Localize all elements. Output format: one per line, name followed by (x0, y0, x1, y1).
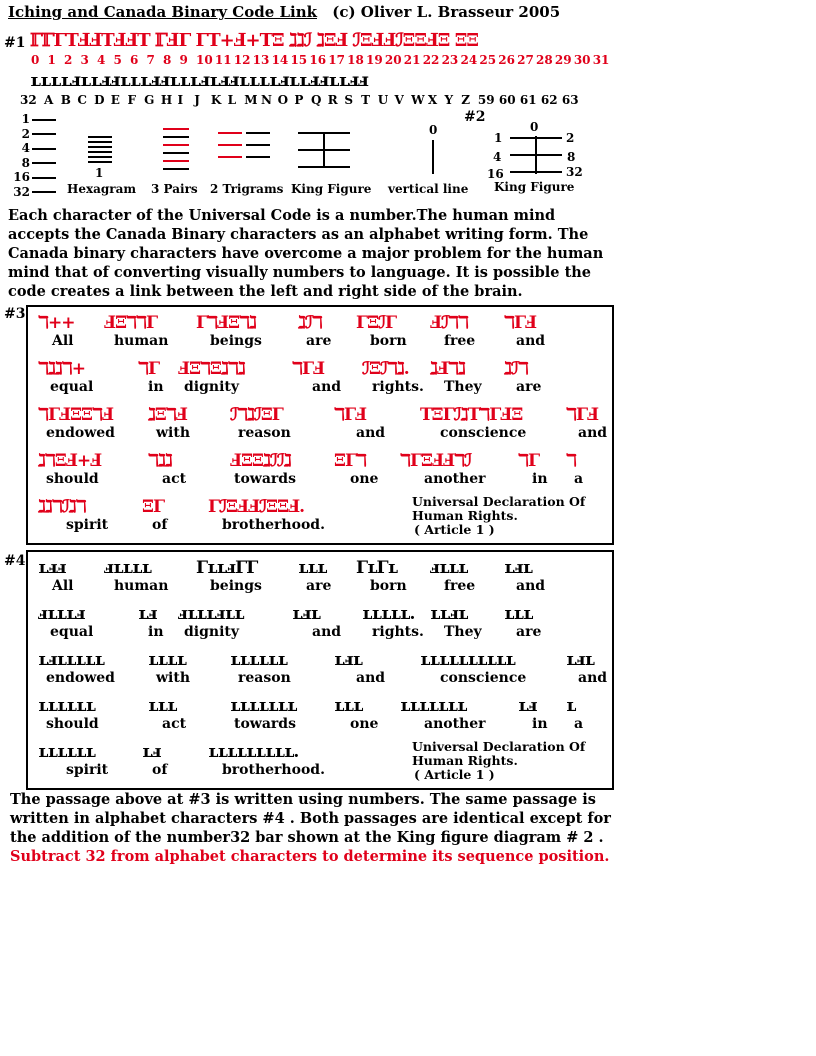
alphabet-label: Z (461, 93, 470, 107)
number-label: 24 (460, 53, 478, 67)
number-label: 19 (366, 53, 383, 67)
english-word: equal (50, 379, 94, 395)
code-word: ℲΞℸℸΓ (104, 313, 158, 333)
english-word: conscience (440, 670, 527, 686)
english-word: in (532, 716, 548, 732)
title-copyright: (c) Oliver L. Brasseur 2005 (332, 3, 561, 21)
number-label: 12 (233, 53, 251, 67)
english-word: and (356, 425, 386, 441)
alphabet-label: J (194, 93, 200, 107)
code-word: ℸΓ (138, 359, 160, 379)
code-word: ʟʟʟʟʟ. (362, 604, 415, 624)
english-word: in (148, 379, 164, 395)
code-word: ℸℷℷℸ+ (38, 359, 85, 379)
english-word: in (532, 471, 548, 487)
code-word: ℸΓℲ (566, 405, 599, 425)
alphabet-label-row (20, 93, 583, 107)
code-word: ℸΓℲ (334, 405, 367, 425)
scale-value: 4 (10, 141, 56, 155)
king-figure-2-label: King Figure (494, 180, 575, 194)
scale-value: 8 (10, 156, 56, 170)
number-label: 30 (573, 53, 591, 67)
english-word: born (370, 333, 407, 349)
number-glyph-row: ℾℾΓΤℲℲΤℲℲΤ ℾℲΓ ΓΤ+Ⅎ+ΤΞ ℷℷℐ ℷΞℲ ℐΞℲℲℐΞΞℲΞ ΞΞ (30, 30, 479, 51)
english-word: a (574, 716, 584, 732)
pairs-figure (163, 128, 191, 176)
english-word: reason (238, 425, 291, 441)
number-label: 17 (328, 53, 345, 67)
english-word: one (350, 716, 379, 732)
code-word: ΓΞℐΓ (356, 313, 397, 333)
scale-value: 2 (10, 127, 56, 141)
english-word: equal (50, 624, 94, 640)
alphabet-label: E (110, 93, 120, 107)
code-word: ℐΞℐℸℷ. (362, 359, 409, 379)
code-word: ʟʟʟʟ (148, 650, 186, 670)
king-figure-2 (510, 136, 564, 178)
code-word: ʟʟʟʟʟʟ (38, 696, 95, 716)
hexagram-figure (88, 136, 114, 166)
number-label: 13 (252, 53, 270, 67)
code-word: ʟʟʟʟʟʟʟʟʟʟ (420, 650, 515, 670)
code-word: ΞΓ (142, 497, 165, 517)
english-word: and (312, 379, 342, 395)
alphabet-label: X (427, 93, 438, 107)
code-word: ℷℐℸ (298, 313, 322, 333)
code-word: ʟⅎʟʟʟʟʟ (38, 650, 105, 670)
english-word: spirit (66, 762, 109, 778)
alphabet-label: 59 (477, 93, 495, 107)
binary-scale (10, 112, 70, 202)
english-word: dignity (184, 379, 239, 395)
udhr-citation: Universal Declaration Of Human Rights. ( Article 1 ) (412, 739, 586, 782)
number-label: 31 (592, 53, 610, 67)
english-word: act (162, 716, 187, 732)
number-label: 15 (290, 53, 308, 67)
english-word: of (152, 762, 168, 778)
english-word: born (370, 578, 407, 594)
code-word: ⅎʟʟʟⅎ (38, 604, 85, 624)
english-word: with (156, 670, 191, 686)
alphabet-label: K (210, 93, 222, 107)
english-word: are (306, 333, 332, 349)
code-word: ʟʟʟ (298, 558, 327, 578)
code-word: ʟⅎ (518, 696, 537, 716)
code-word: ΓʟΓʟ (356, 558, 398, 578)
code-word: ℸΓℲ (292, 359, 325, 379)
code-word: ʟʟⅎʟ (430, 604, 468, 624)
alphabet-glyph-row: ʟʟʟʟⅎʟʟⅎⅎʟʟʟⅎⅎʟʟʟⅎʟⅎⅎʟʟʟʟⅎʟʟⅎⅎʟʟⅎⅎ (30, 70, 368, 91)
pairs-label: 3 Pairs (151, 182, 198, 196)
english-word: towards (234, 471, 296, 487)
english-word: endowed (46, 425, 115, 441)
number-label: 23 (441, 53, 459, 67)
english-word: reason (238, 670, 291, 686)
k2-8: 8 (567, 150, 576, 164)
king-figure-label: King Figure (291, 182, 372, 196)
alphabet-label: G (144, 93, 155, 107)
english-word: and (516, 578, 546, 594)
code-word: ⅎʟʟʟ (430, 558, 468, 578)
alphabet-label: 61 (519, 93, 537, 107)
alphabet-label: U (377, 93, 389, 107)
english-word: endowed (46, 670, 115, 686)
hexagram-count: 1 (95, 166, 104, 180)
alphabet-label: I (177, 93, 184, 107)
vertical-line-zero: 0 (429, 123, 438, 137)
alphabet-passage-box (26, 550, 614, 790)
closing-instruction: Subtract 32 from alphabet characters to determine its sequence position. (10, 848, 610, 865)
page-title (8, 3, 560, 21)
code-word: ℸ (566, 451, 576, 471)
alphabet-label: O (277, 93, 289, 107)
scale-value: 16 (10, 170, 56, 184)
english-word: beings (210, 578, 262, 594)
number-label: 27 (517, 53, 534, 67)
english-word: All (52, 333, 74, 349)
alphabet-label: C (77, 93, 87, 107)
english-word: with (156, 425, 191, 441)
code-word: ʟⅎʟ (334, 650, 363, 670)
code-word: ℷℸΞℲ+Ⅎ (38, 451, 102, 471)
english-word: of (152, 517, 168, 533)
english-word: beings (210, 333, 262, 349)
alphabet-label: 62 (540, 93, 558, 107)
number-label: 5 (113, 53, 122, 67)
code-word: ʟⅎʟ (292, 604, 321, 624)
scale-value: 1 (10, 112, 56, 126)
code-word: ℲΞℸΞℷℸℷ (178, 359, 245, 379)
english-word: and (578, 425, 608, 441)
english-word: should (46, 716, 99, 732)
code-word: ΓʟʟⅎΓΓ (196, 558, 258, 578)
code-word: ℸΓℲ (504, 313, 537, 333)
code-word: ℸℷℷ (148, 451, 172, 471)
code-word: ʟʟʟ (504, 604, 533, 624)
code-word: ʟʟʟʟʟʟʟʟʟ. (208, 742, 299, 762)
english-word: should (46, 471, 99, 487)
alphabet-label: Q (311, 93, 322, 107)
english-word: and (516, 333, 546, 349)
alphabet-label: R (327, 93, 338, 107)
number-label: 4 (97, 53, 106, 67)
code-word: ʟⅎʟ (566, 650, 595, 670)
code-word: ʟʟʟ (148, 696, 177, 716)
english-word: rights. (372, 624, 424, 640)
english-word: another (424, 716, 486, 732)
vertical-line-figure (432, 140, 434, 174)
code-word: ℸΓℲΞΞℸℲ (38, 405, 114, 425)
closing-text: The passage above at #3 is written using numbers. The same passage is written in alphabet characters #4 . Both passages are identical except for the addition of the number32 bar shown at the King figure diagram # 2 . (10, 791, 611, 846)
section-mark-4: #4 (4, 553, 26, 569)
alphabet-label: 32 (20, 93, 37, 107)
number-label: 26 (498, 53, 515, 67)
number-label: 18 (347, 53, 364, 67)
number-label: 0 (31, 53, 40, 67)
closing-paragraph (10, 790, 630, 866)
alphabet-label: T (361, 93, 370, 107)
english-word: rights. (372, 379, 424, 395)
alphabet-label: P (294, 93, 304, 107)
number-label: 20 (384, 53, 402, 67)
number-label: 8 (163, 53, 172, 67)
trigrams-label: 2 Trigrams (210, 182, 284, 196)
code-word: ⅎʟʟʟⅎʟʟ (178, 604, 244, 624)
english-word: towards (234, 716, 296, 732)
trigrams-figure (218, 132, 274, 172)
section-mark-3: #3 (4, 306, 26, 322)
english-word: are (516, 624, 542, 640)
number-label: 7 (146, 53, 155, 67)
intro-paragraph: Each character of the Universal Code is a number.The human mind accepts the Canada Binary characters as an alphabet writing form. The Canada binary characters have overcome a major problem for the human mind that of converting visually numbers to language. It is possible the code creates a link between the left and right side of the brain. (8, 207, 604, 300)
english-word: act (162, 471, 187, 487)
english-word: spirit (66, 517, 109, 533)
hexagram-label: Hexagram (67, 182, 137, 196)
code-word: ʟⅎ (138, 604, 157, 624)
k2-0: 0 (530, 120, 539, 134)
code-word: ℲΞΞℷℐℐℷ (230, 451, 291, 471)
code-word: ℐℸℷℐΞΓ (230, 405, 283, 425)
number-label: 21 (403, 53, 421, 67)
number-sequence-row (31, 53, 612, 67)
code-word: Ⅎℐℸℸ (430, 313, 468, 333)
number-label: 29 (554, 53, 572, 67)
english-word: and (578, 670, 608, 686)
code-word: ʟʟʟʟʟʟ (230, 650, 287, 670)
vertical-line-label: vertical line (388, 182, 469, 196)
number-label: 2 (64, 53, 73, 67)
alphabet-label: B (60, 93, 71, 107)
code-word: ℷℐℸ (504, 359, 528, 379)
alphabet-label: L (227, 93, 236, 107)
code-word: ʟⅎⅎ (38, 558, 66, 578)
udhr-citation: Universal Declaration Of Human Rights. ( Article 1 ) (412, 494, 586, 537)
code-word: ℸΓΞℲℲℸℐ (400, 451, 472, 471)
k2-1: 1 (494, 131, 503, 145)
number-label: 10 (196, 53, 213, 67)
number-label: 3 (80, 53, 89, 67)
alphabet-label: W (411, 93, 425, 107)
code-word: ℷℷℸℐℷℸ (38, 497, 86, 517)
code-word: ʟʟʟʟʟʟʟ (230, 696, 297, 716)
alphabet-label: 60 (498, 93, 516, 107)
number-label: 6 (130, 53, 139, 67)
code-word: ʟʟʟ (334, 696, 363, 716)
english-word: brotherhood. (222, 762, 325, 778)
code-word: ℷℲℸℷ (430, 359, 465, 379)
king-figure (298, 132, 352, 174)
english-word: one (350, 471, 379, 487)
english-word: brotherhood. (222, 517, 325, 533)
number-label: 22 (422, 53, 440, 67)
english-word: They (444, 379, 482, 395)
k2-32: 32 (566, 165, 583, 179)
code-word: ΞΓℸ (334, 451, 366, 471)
english-word: conscience (440, 425, 527, 441)
alphabet-label: S (344, 93, 354, 107)
number-label: 9 (179, 53, 188, 67)
english-word: in (148, 624, 164, 640)
code-word: ʟʟʟʟʟʟʟ (400, 696, 467, 716)
alphabet-label: H (160, 93, 173, 107)
english-word: All (52, 578, 74, 594)
code-word: ΤΞΓℐℷΤℸΓℲΞ (420, 405, 523, 425)
scale-value: 32 (10, 185, 56, 199)
number-label: 11 (214, 53, 232, 67)
title-main: Iching and Canada Binary Code Link (8, 3, 318, 21)
number-label: 14 (271, 53, 289, 67)
number-label: 28 (536, 53, 553, 67)
number-label: 16 (309, 53, 327, 67)
code-word: ΓℐΞℲℲℐΞΞℲ. (208, 497, 305, 517)
section-mark-2: #2 (464, 109, 486, 125)
k2-4: 4 (493, 150, 502, 164)
english-word: and (356, 670, 386, 686)
alphabet-label: A (44, 93, 54, 107)
alphabet-label: M (244, 93, 258, 107)
code-word: ℸΓ (518, 451, 540, 471)
english-word: They (444, 624, 482, 640)
code-word: ⅎʟʟʟʟ (104, 558, 152, 578)
english-word: a (574, 471, 584, 487)
alphabet-label: Y (444, 93, 454, 107)
english-word: human (114, 578, 169, 594)
english-word: are (516, 379, 542, 395)
alphabet-label: V (394, 93, 404, 107)
code-word: ΓℸℲΞℸℷ (196, 313, 256, 333)
section-mark-1: #1 (4, 35, 26, 51)
english-word: free (444, 333, 476, 349)
code-word: ʟⅎʟ (504, 558, 533, 578)
alphabet-label: D (94, 93, 105, 107)
english-word: human (114, 333, 169, 349)
english-word: and (312, 624, 342, 640)
k2-16: 16 (487, 167, 504, 181)
numeric-passage-box (26, 305, 614, 545)
english-word: free (444, 578, 476, 594)
code-word: ʟⅎ (142, 742, 161, 762)
code-word: ʟ (566, 696, 576, 716)
english-word: are (306, 578, 332, 594)
code-word: ʟʟʟʟʟʟ (38, 742, 95, 762)
k2-2: 2 (566, 131, 575, 145)
number-label: 1 (47, 53, 56, 67)
code-word: ℸ++ (38, 313, 75, 333)
alphabet-label: N (260, 93, 272, 107)
alphabet-label: 63 (561, 93, 579, 107)
english-word: another (424, 471, 486, 487)
number-label: 25 (479, 53, 497, 67)
english-word: dignity (184, 624, 239, 640)
code-word: ℷΞℸℲ (148, 405, 187, 425)
alphabet-label: F (127, 93, 136, 107)
